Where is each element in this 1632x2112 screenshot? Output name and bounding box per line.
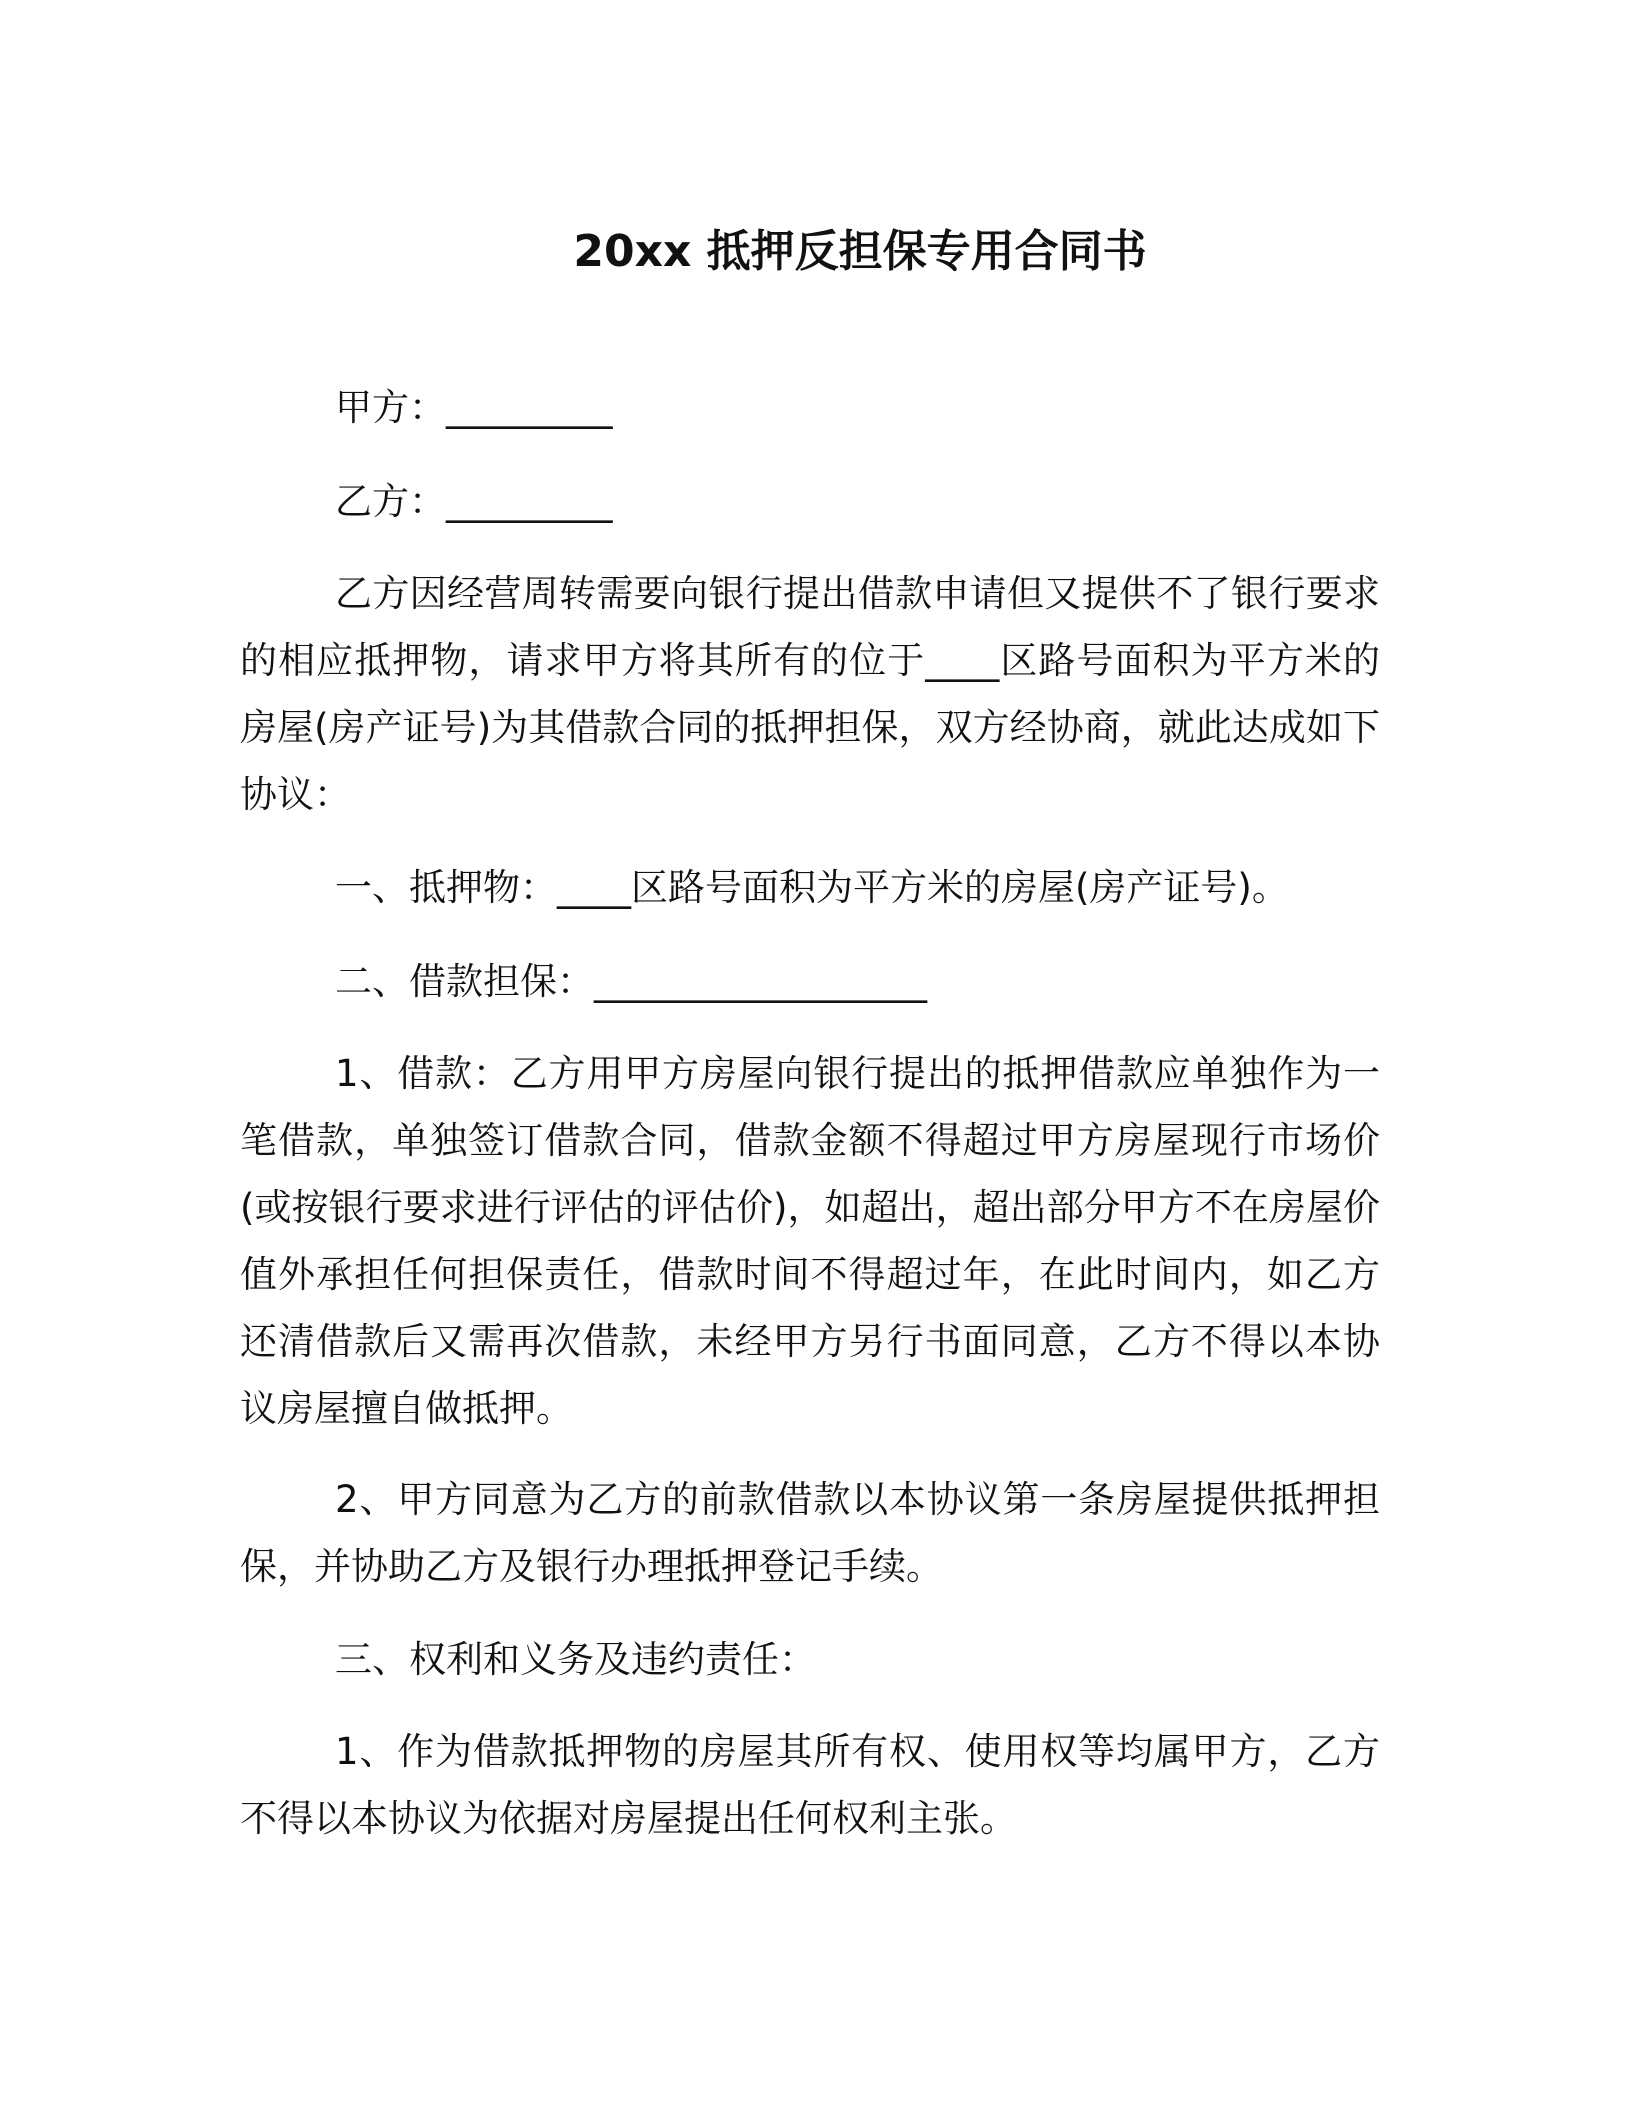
party-a-line: 甲方：_________ bbox=[335, 386, 613, 429]
section-1-mortgage-item: 一、抵押物：____区路号面积为平方米的房屋(房产证号)。 bbox=[335, 866, 1289, 909]
clause-3-1-ownership: 1、作为借款抵押物的房屋其所有权、使用权等均属甲方，乙方不得以本协议为依据对房屋提出任何权利主张。 bbox=[240, 1730, 1380, 1840]
section-3-rights-obligations: 三、权利和义务及违约责任： bbox=[335, 1638, 816, 1681]
section-2-loan-guarantee: 二、借款担保：__________________ bbox=[335, 960, 927, 1003]
document-title: 20xx 抵押反担保专用合同书 bbox=[573, 226, 1147, 277]
clause-2-2-consent: 2、甲方同意为乙方的前款借款以本协议第一条房屋提供抵押担保，并协助乙方及银行办理抵押登记手续。 bbox=[240, 1478, 1380, 1588]
intro-paragraph: 乙方因经营周转需要向银行提出借款申请但又提供不了银行要求的相应抵押物，请求甲方将其所有的位于____区路号面积为平方米的房屋(房产证号)为其借款合同的抵押担保，双方经协商，就此达成如下协议： bbox=[240, 572, 1380, 816]
clause-2-1-loan: 1、借款：乙方用甲方房屋向银行提出的抵押借款应单独作为一笔借款，单独签订借款合同，借款金额不得超过甲方房屋现行市场价(或按银行要求进行评估的评估价)，如超出，超出部分甲方不在房屋价值外承担任何担保责任，借款时间不得超过年，在此时间内，如乙方还清借款后又需再次借款，未经甲方另行书面同意，乙方不得以本协议房屋擅自做抵押。 bbox=[240, 1052, 1380, 1430]
party-b-line: 乙方：_________ bbox=[335, 480, 613, 523]
